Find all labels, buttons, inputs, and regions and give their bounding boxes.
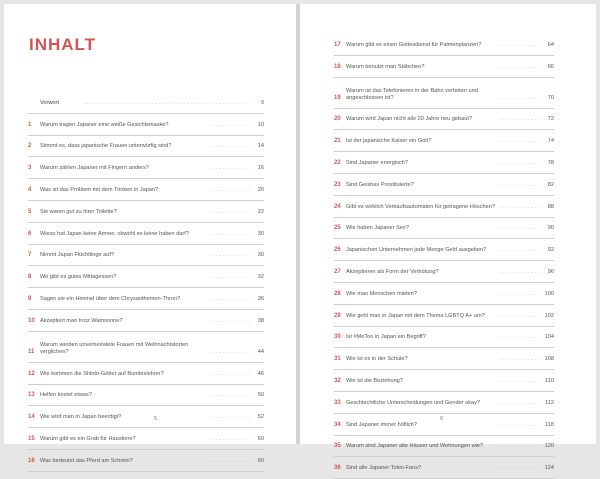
toc-entry-page: 20 bbox=[257, 186, 264, 193]
toc-list-right bbox=[334, 34, 554, 479]
toc-entry-page: 90 bbox=[547, 225, 554, 232]
leader-dots: . . . . . . . . . . . . bbox=[498, 247, 540, 254]
toc-entry-number: 20 bbox=[334, 116, 341, 123]
toc-entry-number: 26 bbox=[334, 247, 341, 254]
toc-entry-page: 108 bbox=[544, 356, 554, 363]
toc-entry-number: 28 bbox=[334, 290, 341, 297]
toc-entry-text: Warum gibt es ein Grab für Haustiere? bbox=[40, 435, 136, 442]
toc-entry-page: 72 bbox=[547, 116, 554, 123]
toc-entry-text: Warum sind Japaner alte Häuser und Wohnungen wie? bbox=[346, 443, 484, 450]
leader-dots: . . . . . . . . . . . . bbox=[208, 186, 250, 193]
toc-entry-text: Warum werden unverheiratete Frauen mit Weihnachtstorten verglichen? bbox=[40, 341, 189, 355]
leader-dots: . . . . . . . . . . . . bbox=[498, 181, 540, 188]
toc-entry-text: Wie geht man in Japan mit dem Thema LGBTQ A+ um? bbox=[346, 312, 485, 319]
toc-entry-text: Wie wird man in Japan beerdigt? bbox=[40, 414, 122, 421]
toc-entry-number: 7 bbox=[28, 252, 32, 259]
toc-entry-text: Wie ist die Beziehung? bbox=[346, 377, 403, 384]
toc-entry[interactable] bbox=[334, 261, 554, 283]
toc-entry[interactable] bbox=[334, 436, 554, 458]
toc-entry[interactable] bbox=[334, 78, 554, 109]
toc-entry-page: 9 bbox=[260, 99, 264, 106]
toc-entry-page: 88 bbox=[547, 203, 554, 210]
toc-entry-number: 33 bbox=[334, 399, 341, 406]
toc-entry-page: 110 bbox=[545, 377, 554, 384]
toc-entry-text: Gibt es wirklich Verkaufsautomaten für getragene Höschen? bbox=[346, 203, 495, 210]
toc-entry[interactable] bbox=[28, 201, 264, 223]
toc-entry-text: Ist #MeToo in Japan ein Begriff? bbox=[346, 334, 426, 341]
toc-entry-text: Warum tragen Japaner eine weiße Gesichtsmaske? bbox=[40, 121, 169, 128]
toc-entry-text: Warum wird Japan nicht alle 20 Jahre neu gebaut? bbox=[346, 116, 473, 123]
toc-entry-page: 60 bbox=[257, 457, 264, 464]
toc-entry[interactable] bbox=[334, 348, 554, 370]
left-page bbox=[4, 4, 296, 464]
leader-dots: . . . . . . . . . . . . bbox=[498, 443, 540, 450]
toc-entry-page: 52 bbox=[257, 414, 264, 421]
page-title: INHALT bbox=[29, 35, 97, 54]
toc-entry-number: 9 bbox=[28, 295, 32, 302]
toc-entry-text: Wie haben Japaner Sex? bbox=[346, 225, 409, 232]
toc-entry-number: 17 bbox=[334, 41, 341, 48]
toc-entry-text: Warum gibt es einen Gottesdienst für Palmenplanzen? bbox=[346, 41, 482, 48]
toc-entry-number: 12 bbox=[28, 370, 35, 377]
toc-entry-number: 30 bbox=[334, 334, 341, 341]
toc-entry-text: Sind Japaner immer höflich? bbox=[346, 421, 417, 428]
toc-entry[interactable] bbox=[28, 245, 264, 267]
leader-dots: . . . . . . . . . . . . bbox=[208, 435, 250, 442]
toc-entry-text: Wie kommen die Shinto-Götter auf Bundeslehrer? bbox=[40, 370, 164, 377]
toc-entry-number: 14 bbox=[28, 414, 35, 421]
toc-entry[interactable] bbox=[28, 310, 264, 332]
toc-entry[interactable] bbox=[334, 305, 554, 327]
toc-entry[interactable] bbox=[334, 283, 554, 305]
toc-entry-text: Wie man Menschen mieten? bbox=[346, 290, 417, 297]
toc-entry[interactable] bbox=[334, 34, 554, 56]
toc-entry-number: 15 bbox=[28, 435, 35, 442]
toc-entry[interactable] bbox=[28, 179, 264, 201]
toc-entry[interactable] bbox=[28, 157, 264, 179]
toc-entry-text: Vorwort bbox=[40, 99, 59, 106]
toc-entry[interactable] bbox=[28, 114, 264, 136]
toc-entry-text: Wie ist es in der Schule? bbox=[346, 356, 408, 363]
toc-entry-page: 36 bbox=[257, 295, 264, 302]
toc-entry-page: 50 bbox=[257, 392, 264, 399]
toc-entry-number: 5 bbox=[28, 208, 32, 215]
leader-dots: . . . . . . . . . . . . bbox=[498, 94, 540, 101]
leader-dots: . . . . . . . . . . . . bbox=[208, 208, 250, 215]
toc-entry-number: 16 bbox=[28, 457, 35, 464]
toc-entry-number bbox=[28, 107, 40, 113]
toc-entry-page: 100 bbox=[544, 290, 554, 297]
toc-entry-page: 32 bbox=[257, 274, 264, 281]
toc-entry-number: 18 bbox=[334, 63, 341, 70]
toc-entry-page: 112 bbox=[545, 399, 554, 406]
toc-entry-number: 22 bbox=[334, 159, 341, 166]
toc-entry-page: 124 bbox=[544, 465, 554, 472]
toc-entry[interactable] bbox=[334, 370, 554, 392]
leader-dots: . . . . . . . . . . . . bbox=[208, 392, 250, 399]
toc-entry-page: 60 bbox=[257, 435, 264, 442]
toc-entry-number: 19 bbox=[334, 94, 341, 101]
leader-dots: . . . . . . . . . . . . bbox=[208, 165, 250, 172]
toc-entry-text: Japanischen Unternehmen jede Menge Geld ausgeben? bbox=[346, 247, 487, 254]
toc-entry-number: 2 bbox=[28, 143, 32, 150]
toc-entry-number: 32 bbox=[334, 377, 341, 384]
toc-entry[interactable] bbox=[28, 332, 264, 363]
toc-entry-page: 78 bbox=[547, 159, 554, 166]
leader-dots: . . . . . . . . . . . . bbox=[208, 274, 250, 281]
toc-entry-text: Ist der japanische Kaiser ein Gott? bbox=[346, 138, 432, 145]
toc-entry-number: 6 bbox=[28, 230, 32, 237]
toc-entry-number: 27 bbox=[334, 268, 341, 275]
toc-entry-number: 11 bbox=[28, 348, 35, 355]
toc-entry[interactable] bbox=[334, 392, 554, 414]
toc-entry[interactable] bbox=[28, 288, 264, 310]
leader-dots: . . . . . . . . . . . . . . . . . . . . . . . . . . . . . . . . . . . . . . . . . . . . . . . bbox=[83, 99, 250, 106]
toc-entry-number: 25 bbox=[334, 225, 341, 232]
toc-entry[interactable] bbox=[28, 223, 264, 245]
toc-entry[interactable] bbox=[28, 385, 264, 407]
toc-entry-number: 24 bbox=[334, 203, 341, 210]
toc-entry-number: 1 bbox=[28, 121, 32, 128]
toc-entry-page: 96 bbox=[547, 268, 554, 275]
leader-dots: . . . . . . . . . . . . bbox=[208, 143, 250, 150]
toc-entry-page: 92 bbox=[547, 247, 554, 254]
toc-entry-page: 22 bbox=[257, 208, 264, 215]
toc-entry-text: Nimmt Japan Flüchtlinge auf? bbox=[40, 252, 114, 259]
toc-entry-page: 30 bbox=[257, 252, 264, 259]
toc-entry[interactable] bbox=[334, 414, 554, 436]
toc-entry-number: 10 bbox=[28, 317, 35, 324]
toc-entry-number: 8 bbox=[28, 274, 32, 281]
leader-dots: . . . . . . . . . . . . bbox=[208, 317, 250, 324]
leader-dots: . . . . . . . . . . . . bbox=[498, 41, 540, 48]
leader-dots: . . . . . . . . . . . . bbox=[208, 348, 250, 355]
leader-dots: . . . . . . . . . . . . bbox=[498, 312, 540, 319]
toc-entry[interactable] bbox=[28, 450, 264, 472]
toc-entry-number: 29 bbox=[334, 312, 341, 319]
leader-dots: . . . . . . . . . . . . bbox=[208, 121, 250, 128]
toc-entry-page: 102 bbox=[544, 312, 554, 319]
toc-entry[interactable] bbox=[334, 56, 554, 78]
toc-entry-number: 4 bbox=[28, 186, 32, 193]
toc-entry-page: 82 bbox=[547, 181, 554, 188]
leader-dots: . . . . . . . . . . . . bbox=[498, 290, 540, 297]
toc-entry[interactable] bbox=[28, 136, 264, 158]
toc-entry-text: Warum benutzt man Stäbchen? bbox=[346, 63, 425, 70]
toc-entry-vorwort[interactable] bbox=[28, 92, 264, 114]
toc-entry-page: 104 bbox=[544, 334, 554, 341]
toc-entry-page: 64 bbox=[547, 41, 554, 48]
leader-dots: . . . . . . . . . . . . bbox=[208, 252, 250, 259]
toc-entry-number: 34 bbox=[334, 421, 341, 428]
leader-dots: . . . . . . . . . . . . bbox=[498, 377, 540, 384]
toc-entry[interactable] bbox=[334, 457, 554, 479]
toc-entry-text: Warum zählen Japaner mit Fingern anders? bbox=[40, 165, 149, 172]
toc-entry-text: Sind Geishas Prostituierte? bbox=[346, 181, 414, 188]
leader-dots: . . . . . . . . . . . . bbox=[498, 225, 540, 232]
toc-entry-text: Geschlechtliche Unterscheidungen und Gender okay? bbox=[346, 399, 481, 406]
leader-dots: . . . . . . . . . . . . bbox=[498, 203, 540, 210]
toc-entry-text: Was bedeutet das Pferd am Schrein? bbox=[40, 457, 133, 464]
leader-dots: . . . . . . . . . . . . bbox=[498, 116, 540, 123]
toc-entry-page: 120 bbox=[544, 443, 554, 450]
toc-entry-text: Sie waren gut zu ihrer Toilette? bbox=[40, 208, 117, 215]
toc-entry-text: Helfen kostet etwas? bbox=[40, 392, 92, 399]
right-page bbox=[300, 4, 596, 472]
toc-entry-text: Sind alle Japaner Tokio-Fans? bbox=[346, 465, 422, 472]
toc-entry[interactable] bbox=[334, 239, 554, 261]
leader-dots: . . . . . . . . . . . . bbox=[498, 268, 540, 275]
page-number: 6 bbox=[440, 416, 444, 422]
toc-entry-page: 118 bbox=[545, 421, 554, 428]
leader-dots: . . . . . . . . . . . . bbox=[208, 295, 250, 302]
toc-entry[interactable] bbox=[334, 152, 554, 174]
toc-entry-page: 70 bbox=[547, 94, 554, 101]
toc-entry-text: Wo gibt es gutes Mittagessen? bbox=[40, 274, 117, 281]
leader-dots: . . . . . . . . . . . . bbox=[208, 370, 250, 377]
toc-entry-page: 10 bbox=[257, 121, 264, 128]
toc-entry-text: Wieso hat Japan keine Armee, obwohl es keine haben darf? bbox=[40, 230, 189, 237]
leader-dots: . . . . . . . . . . . . bbox=[208, 457, 250, 464]
toc-entry-number: 36 bbox=[334, 465, 341, 472]
leader-dots: . . . . . . . . . . . . bbox=[498, 465, 540, 472]
toc-entry-number: 23 bbox=[334, 181, 341, 188]
toc-entry[interactable] bbox=[334, 109, 554, 131]
toc-entry-number: 21 bbox=[334, 138, 341, 145]
toc-entry-page: 74 bbox=[547, 138, 554, 145]
leader-dots: . . . . . . . . . . . . bbox=[208, 230, 250, 237]
toc-entry[interactable] bbox=[28, 266, 264, 288]
toc-entry-page: 30 bbox=[257, 230, 264, 237]
toc-list-left bbox=[28, 92, 264, 472]
toc-entry-text: Akzeptieren als Form der Verhütung? bbox=[346, 268, 439, 275]
toc-entry-text: Sind Japaner energisch? bbox=[346, 159, 408, 166]
toc-entry-text: Sagen sie ein Himmel über dem Chrysanthemen-Thron? bbox=[40, 295, 181, 302]
toc-entry[interactable] bbox=[334, 218, 554, 240]
toc-entry-number: 31 bbox=[334, 356, 341, 363]
toc-entry-page: 66 bbox=[547, 63, 554, 70]
toc-entry-text: Warum ist das Telefonieren in der Bahn verboten und angeschlossen ist? bbox=[346, 87, 478, 101]
leader-dots: . . . . . . . . . . . . bbox=[498, 334, 540, 341]
toc-entry[interactable] bbox=[334, 327, 554, 349]
toc-entry-text: Akzeptiert man trotz Wamsonne? bbox=[40, 317, 123, 324]
leader-dots: . . . . . . . . . . . . bbox=[498, 63, 540, 70]
leader-dots: . . . . . . . . . . . . bbox=[498, 421, 540, 428]
toc-entry-page: 14 bbox=[257, 143, 264, 150]
toc-entry[interactable] bbox=[28, 428, 264, 450]
toc-entry-page: 38 bbox=[257, 317, 264, 324]
toc-entry[interactable] bbox=[28, 406, 264, 428]
page-number: 5 bbox=[154, 416, 158, 422]
toc-entry-text: Stimmt es, dass japanische Frauen unterwürfig sind? bbox=[40, 143, 172, 150]
toc-entry[interactable] bbox=[28, 363, 264, 385]
leader-dots: . . . . . . . . . . . . bbox=[498, 138, 540, 145]
toc-entry[interactable] bbox=[334, 196, 554, 218]
leader-dots: . . . . . . . . . . . . bbox=[498, 399, 540, 406]
toc-entry-number: 3 bbox=[28, 165, 32, 172]
toc-entry-page: 16 bbox=[257, 165, 264, 172]
toc-entry-number: 13 bbox=[28, 392, 35, 399]
toc-entry-number: 35 bbox=[334, 443, 341, 450]
toc-entry-page: 44 bbox=[257, 348, 264, 355]
leader-dots: . . . . . . . . . . . . bbox=[498, 356, 540, 363]
toc-entry-page: 46 bbox=[257, 370, 264, 377]
toc-entry[interactable] bbox=[334, 130, 554, 152]
toc-entry-text: Was ist das Problem mit dem Trinken in Japan? bbox=[40, 186, 159, 193]
toc-entry[interactable] bbox=[334, 174, 554, 196]
leader-dots: . . . . . . . . . . . . bbox=[208, 414, 250, 421]
leader-dots: . . . . . . . . . . . . bbox=[498, 159, 540, 166]
